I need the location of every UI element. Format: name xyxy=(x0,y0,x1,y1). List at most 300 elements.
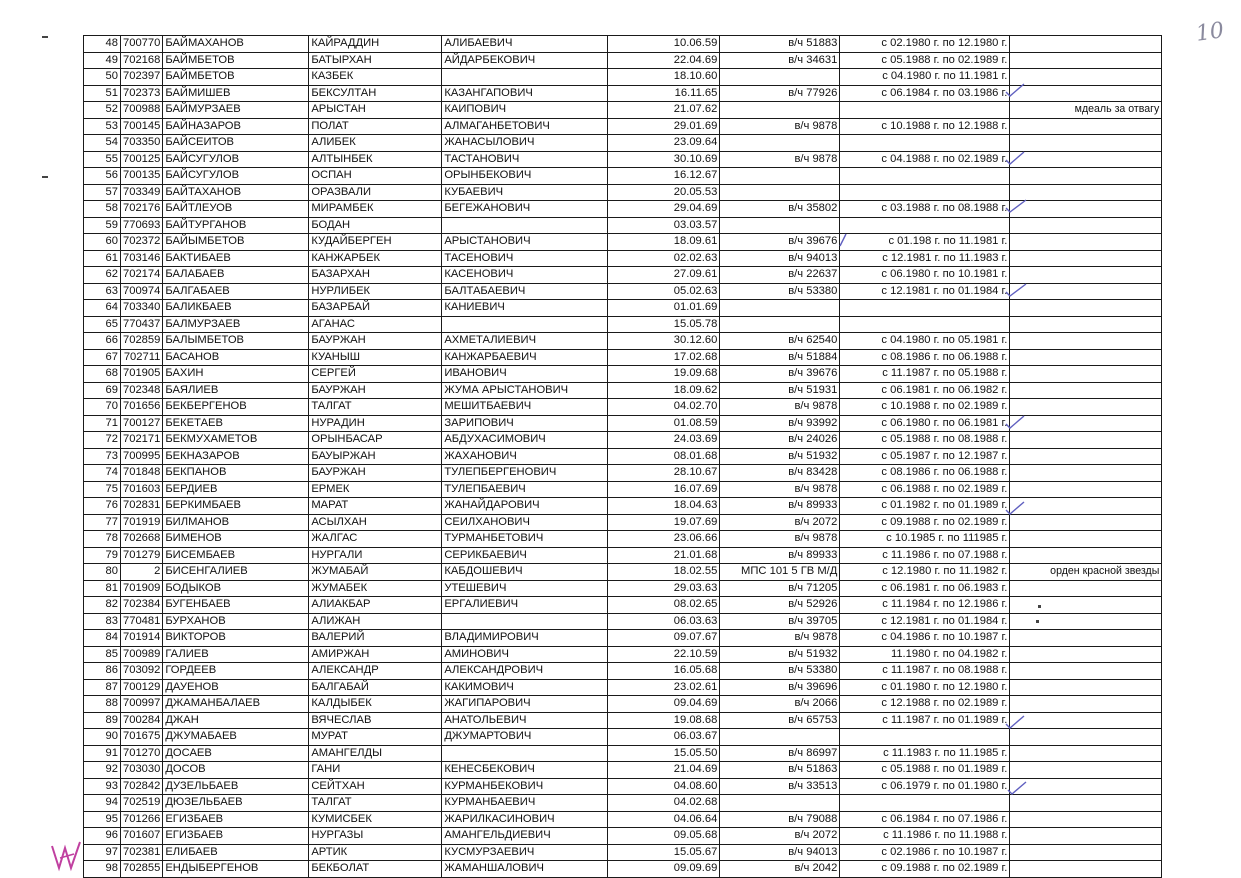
table-row xyxy=(84,646,1162,663)
patronymic-cell: АНАТОЛЬЕВИЧ xyxy=(442,712,608,729)
row-number-cell: 88 xyxy=(84,696,121,713)
patronymic-cell: АМАНГЕЛЬДИЕВИЧ xyxy=(442,828,608,845)
record-id-cell: 700129 xyxy=(121,679,163,696)
surname-cell: БАЛИКБАЕВ xyxy=(163,300,309,317)
row-number-cell: 81 xyxy=(84,580,121,597)
given-name-cell: БАУРЖАН xyxy=(309,382,442,399)
given-name-cell: БАУРЖАН xyxy=(309,465,442,482)
note-cell xyxy=(1010,712,1162,729)
surname-cell: БУГЕНБАЕВ xyxy=(163,597,309,614)
record-id-cell: 702519 xyxy=(121,795,163,812)
surname-cell: БАХИН xyxy=(163,366,309,383)
patronymic-cell: ЖАХАНОВИЧ xyxy=(442,448,608,465)
surname-cell: БУРХАНОВ xyxy=(163,613,309,630)
note-cell: орден красной звезды xyxy=(1010,564,1162,581)
note-cell xyxy=(1010,118,1162,135)
service-period-cell: с 06.1979 г. по 01.1980 г. xyxy=(840,778,1010,795)
surname-cell: БАЙТАХАНОВ xyxy=(163,184,309,201)
patronymic-cell: ЖАРИЛКАСИНОВИЧ xyxy=(442,811,608,828)
service-period-cell: с 05.1988 г. по 08.1988 г. xyxy=(840,432,1010,449)
military-unit-cell: в/ч 9878 xyxy=(720,118,840,135)
military-unit-cell: в/ч 24026 xyxy=(720,432,840,449)
row-number-cell: 71 xyxy=(84,415,121,432)
row-number-cell: 87 xyxy=(84,679,121,696)
military-unit-cell: в/ч 89933 xyxy=(720,547,840,564)
military-unit-cell xyxy=(720,102,840,119)
row-number-cell: 84 xyxy=(84,630,121,647)
given-name-cell: МИРАМБЕК xyxy=(309,201,442,218)
table-row xyxy=(84,283,1162,300)
handwritten-mark-icon xyxy=(50,838,90,874)
table-row xyxy=(84,811,1162,828)
row-number-cell: 94 xyxy=(84,795,121,812)
scan-speck xyxy=(42,36,48,38)
record-id-cell: 701270 xyxy=(121,745,163,762)
given-name-cell: МУРАТ xyxy=(309,729,442,746)
patronymic-cell: МЕШИТБАЕВИЧ xyxy=(442,399,608,416)
record-id-cell: 702348 xyxy=(121,382,163,399)
surname-cell: ДОСАЕВ xyxy=(163,745,309,762)
row-number-cell: 48 xyxy=(84,36,121,53)
note-cell xyxy=(1010,795,1162,812)
birth-date-cell: 10.06.59 xyxy=(608,36,720,53)
surname-cell: БЕКНАЗАРОВ xyxy=(163,448,309,465)
note-cell xyxy=(1010,663,1162,680)
table-row xyxy=(84,333,1162,350)
patronymic-cell: КАНИЕВИЧ xyxy=(442,300,608,317)
birth-date-cell: 18.09.61 xyxy=(608,234,720,251)
table-row xyxy=(84,201,1162,218)
birth-date-cell: 08.01.68 xyxy=(608,448,720,465)
table-row xyxy=(84,300,1162,317)
surname-cell: БАЙТЛЕУОВ xyxy=(163,201,309,218)
military-unit-cell: в/ч 51883 xyxy=(720,36,840,53)
record-id-cell: 700995 xyxy=(121,448,163,465)
note-cell xyxy=(1010,415,1162,432)
patronymic-cell xyxy=(442,745,608,762)
given-name-cell: ПОЛАТ xyxy=(309,118,442,135)
patronymic-cell: ДЖУМАРТОВИЧ xyxy=(442,729,608,746)
record-id-cell: 702171 xyxy=(121,432,163,449)
surname-cell: БАЙМУРЗАЕВ xyxy=(163,102,309,119)
patronymic-cell: БАЛТАБАЕВИЧ xyxy=(442,283,608,300)
military-unit-cell: в/ч 94013 xyxy=(720,250,840,267)
given-name-cell: АСЫЛХАН xyxy=(309,514,442,531)
note-cell xyxy=(1010,234,1162,251)
row-number-cell: 59 xyxy=(84,217,121,234)
record-id-cell: 702174 xyxy=(121,267,163,284)
row-number-cell: 56 xyxy=(84,168,121,185)
patronymic-cell xyxy=(442,613,608,630)
patronymic-cell: ТАСЕНОВИЧ xyxy=(442,250,608,267)
row-number-cell: 53 xyxy=(84,118,121,135)
military-unit-cell: в/ч 2042 xyxy=(720,861,840,878)
surname-cell: БАЯЛИЕВ xyxy=(163,382,309,399)
surname-cell: ДЖУМАБАЕВ xyxy=(163,729,309,746)
service-period-cell: с 03.1988 г. по 08.1988 г. xyxy=(840,201,1010,218)
table-row xyxy=(84,432,1162,449)
note-cell xyxy=(1010,861,1162,878)
row-number-cell: 75 xyxy=(84,481,121,498)
given-name-cell: ЖУМАБЕК xyxy=(309,580,442,597)
given-name-cell: ТАЛГАТ xyxy=(309,795,442,812)
service-period-cell xyxy=(840,102,1010,119)
patronymic-cell: ТУЛЕПБЕРГЕНОВИЧ xyxy=(442,465,608,482)
table-row xyxy=(84,861,1162,878)
note-cell xyxy=(1010,811,1162,828)
row-number-cell: 85 xyxy=(84,646,121,663)
patronymic-cell: КУРМАНБАЕВИЧ xyxy=(442,795,608,812)
table-row xyxy=(84,168,1162,185)
table-row xyxy=(84,316,1162,333)
given-name-cell: БЕКБОЛАТ xyxy=(309,861,442,878)
record-id-cell: 703146 xyxy=(121,250,163,267)
record-id-cell: 700125 xyxy=(121,151,163,168)
service-period-cell: с 04.1986 г. по 10.1987 г. xyxy=(840,630,1010,647)
surname-cell: БЕРДИЕВ xyxy=(163,481,309,498)
birth-date-cell: 29.03.63 xyxy=(608,580,720,597)
given-name-cell: БАУРЖАН xyxy=(309,333,442,350)
service-period-cell: с 06.1984 г. по 07.1986 г. xyxy=(840,811,1010,828)
military-unit-cell: в/ч 83428 xyxy=(720,465,840,482)
given-name-cell: БАЗАРБАЙ xyxy=(309,300,442,317)
service-period-cell xyxy=(840,729,1010,746)
row-number-cell: 93 xyxy=(84,778,121,795)
note-cell xyxy=(1010,135,1162,152)
birth-date-cell: 19.07.69 xyxy=(608,514,720,531)
surname-cell: ГАЛИЕВ xyxy=(163,646,309,663)
note-cell xyxy=(1010,333,1162,350)
row-number-cell: 82 xyxy=(84,597,121,614)
row-number-cell: 60 xyxy=(84,234,121,251)
patronymic-cell: БЕГЕЖАНОВИЧ xyxy=(442,201,608,218)
note-cell xyxy=(1010,778,1162,795)
record-id-cell: 703349 xyxy=(121,184,163,201)
surname-cell: БИСЕНГАЛИЕВ xyxy=(163,564,309,581)
military-unit-cell xyxy=(720,217,840,234)
military-unit-cell: в/ч 53380 xyxy=(720,283,840,300)
surname-cell: БАЙМИШЕВ xyxy=(163,85,309,102)
birth-date-cell: 20.05.53 xyxy=(608,184,720,201)
service-period-cell xyxy=(840,184,1010,201)
service-period-cell: с 06.1980 г. по 10.1981 г. xyxy=(840,267,1010,284)
row-number-cell: 54 xyxy=(84,135,121,152)
service-period-cell xyxy=(840,168,1010,185)
patronymic-cell: АБДУХАСИМОВИЧ xyxy=(442,432,608,449)
birth-date-cell: 03.03.57 xyxy=(608,217,720,234)
military-unit-cell: в/ч 94013 xyxy=(720,844,840,861)
birth-date-cell: 04.08.60 xyxy=(608,778,720,795)
service-period-cell: с 12.1981 г. по 01.1984 г. xyxy=(840,283,1010,300)
birth-date-cell: 16.11.65 xyxy=(608,85,720,102)
patronymic-cell: ЗАРИПОВИЧ xyxy=(442,415,608,432)
table-row xyxy=(84,679,1162,696)
patronymic-cell: КАНЖАРБАЕВИЧ xyxy=(442,349,608,366)
table-row xyxy=(84,778,1162,795)
surname-cell: БАЛАБАЕВ xyxy=(163,267,309,284)
service-period-cell: с 05.1987 г. по 12.1987 г. xyxy=(840,448,1010,465)
given-name-cell: БАЗАРХАН xyxy=(309,267,442,284)
surname-cell: БАЙНАЗАРОВ xyxy=(163,118,309,135)
note-cell xyxy=(1010,580,1162,597)
given-name-cell: АРЫСТАН xyxy=(309,102,442,119)
patronymic-cell xyxy=(442,316,608,333)
service-period-cell: с 10.1988 г. по 02.1989 г. xyxy=(840,399,1010,416)
note-cell xyxy=(1010,498,1162,515)
military-unit-cell: в/ч 35802 xyxy=(720,201,840,218)
service-period-cell: с 01.1980 г. по 12.1980 г. xyxy=(840,679,1010,696)
note-cell xyxy=(1010,762,1162,779)
service-period-cell: с 02.1980 г. по 12.1980 г. xyxy=(840,36,1010,53)
note-cell xyxy=(1010,432,1162,449)
service-period-cell: с 06.1984 г. по 03.1986 г. xyxy=(840,85,1010,102)
given-name-cell: ЕРМЕК xyxy=(309,481,442,498)
service-period-cell: с 10.1985 г. по 111985 г. xyxy=(840,531,1010,548)
note-cell xyxy=(1010,547,1162,564)
record-id-cell: 2 xyxy=(121,564,163,581)
given-name-cell: ВАЛЕРИЙ xyxy=(309,630,442,647)
note-cell xyxy=(1010,630,1162,647)
table-row xyxy=(84,547,1162,564)
birth-date-cell: 02.02.63 xyxy=(608,250,720,267)
patronymic-cell: КУРМАНБЕКОВИЧ xyxy=(442,778,608,795)
row-number-cell: 65 xyxy=(84,316,121,333)
record-id-cell: 702373 xyxy=(121,85,163,102)
record-id-cell: 700989 xyxy=(121,646,163,663)
military-unit-cell: в/ч 51932 xyxy=(720,646,840,663)
table-row xyxy=(84,85,1162,102)
patronymic-cell: СЕРИКБАЕВИЧ xyxy=(442,547,608,564)
patronymic-cell: ТАСТАНОВИЧ xyxy=(442,151,608,168)
surname-cell: БАЙСЕИТОВ xyxy=(163,135,309,152)
row-number-cell: 72 xyxy=(84,432,121,449)
table-row xyxy=(84,234,1162,251)
row-number-cell: 57 xyxy=(84,184,121,201)
military-unit-cell xyxy=(720,69,840,86)
row-number-cell: 92 xyxy=(84,762,121,779)
birth-date-cell: 23.06.66 xyxy=(608,531,720,548)
record-id-cell: 701279 xyxy=(121,547,163,564)
given-name-cell: АЛИЖАН xyxy=(309,613,442,630)
patronymic-cell: КАБДОШЕВИЧ xyxy=(442,564,608,581)
birth-date-cell: 19.09.68 xyxy=(608,366,720,383)
row-number-cell: 91 xyxy=(84,745,121,762)
table-row xyxy=(84,580,1162,597)
record-id-cell: 701603 xyxy=(121,481,163,498)
patronymic-cell: КАЗАНГАПОВИЧ xyxy=(442,85,608,102)
birth-date-cell: 09.07.67 xyxy=(608,630,720,647)
note-cell xyxy=(1010,217,1162,234)
patronymic-cell: КАКИМОВИЧ xyxy=(442,679,608,696)
record-id-cell: 702842 xyxy=(121,778,163,795)
military-unit-cell: в/ч 51884 xyxy=(720,349,840,366)
service-period-cell: с 10.1988 г. по 12.1988 г. xyxy=(840,118,1010,135)
note-cell xyxy=(1010,267,1162,284)
note-cell xyxy=(1010,531,1162,548)
surname-cell: БЕКБЕРГЕНОВ xyxy=(163,399,309,416)
service-period-cell: с 02.1986 г. по 10.1987 г. xyxy=(840,844,1010,861)
military-unit-cell: в/ч 71205 xyxy=(720,580,840,597)
surname-cell: БАКТИБАЕВ xyxy=(163,250,309,267)
surname-cell: БОДЫКОВ xyxy=(163,580,309,597)
service-period-cell: с 11.1984 г. по 12.1986 г. xyxy=(840,597,1010,614)
service-period-cell: с 08.1986 г. по 06.1988 г. xyxy=(840,349,1010,366)
given-name-cell: АГАНАС xyxy=(309,316,442,333)
military-unit-cell: в/ч 2072 xyxy=(720,828,840,845)
row-number-cell: 68 xyxy=(84,366,121,383)
record-id-cell: 700770 xyxy=(121,36,163,53)
record-id-cell: 701909 xyxy=(121,580,163,597)
military-unit-cell: в/ч 51932 xyxy=(720,448,840,465)
record-id-cell: 702859 xyxy=(121,333,163,350)
surname-cell: БАЙСУГУЛОВ xyxy=(163,168,309,185)
table-row xyxy=(84,745,1162,762)
military-unit-cell xyxy=(720,135,840,152)
patronymic-cell: АРЫСТАНОВИЧ xyxy=(442,234,608,251)
patronymic-cell: АЛМАГАНБЕТОВИЧ xyxy=(442,118,608,135)
military-unit-cell: в/ч 53380 xyxy=(720,663,840,680)
table-row xyxy=(84,564,1162,581)
birth-date-cell: 16.05.68 xyxy=(608,663,720,680)
military-unit-cell xyxy=(720,184,840,201)
row-number-cell: 50 xyxy=(84,69,121,86)
row-number-cell: 49 xyxy=(84,52,121,69)
scan-speck xyxy=(1036,620,1039,623)
row-number-cell: 63 xyxy=(84,283,121,300)
service-period-cell: с 06.1981 г. по 06.1983 г. xyxy=(840,580,1010,597)
surname-cell: ДОСОВ xyxy=(163,762,309,779)
row-number-cell: 55 xyxy=(84,151,121,168)
note-cell xyxy=(1010,36,1162,53)
row-number-cell: 86 xyxy=(84,663,121,680)
table-row xyxy=(84,844,1162,861)
surname-cell: ДУЗЕЛЬБАЕВ xyxy=(163,778,309,795)
military-unit-cell: в/ч 89933 xyxy=(720,498,840,515)
surname-cell: ДЖАМАНБАЛАЕВ xyxy=(163,696,309,713)
given-name-cell: БАУЫРЖАН xyxy=(309,448,442,465)
record-id-cell: 700997 xyxy=(121,696,163,713)
service-period-cell: 11.1980 г. по 04.1982 г. xyxy=(840,646,1010,663)
table-row xyxy=(84,696,1162,713)
military-unit-cell: в/ч 33513 xyxy=(720,778,840,795)
surname-cell: БИМЕНОВ xyxy=(163,531,309,548)
table-row xyxy=(84,415,1162,432)
note-cell xyxy=(1010,184,1162,201)
record-id-cell: 702384 xyxy=(121,597,163,614)
military-unit-cell: в/ч 2066 xyxy=(720,696,840,713)
birth-date-cell: 30.12.60 xyxy=(608,333,720,350)
table-row xyxy=(84,184,1162,201)
row-number-cell: 83 xyxy=(84,613,121,630)
row-number-cell: 52 xyxy=(84,102,121,119)
row-number-cell: 73 xyxy=(84,448,121,465)
patronymic-cell: ЖАГИПАРОВИЧ xyxy=(442,696,608,713)
birth-date-cell: 16.07.69 xyxy=(608,481,720,498)
service-period-cell: с 06.1988 г. по 02.1989 г. xyxy=(840,481,1010,498)
row-number-cell: 66 xyxy=(84,333,121,350)
table-row xyxy=(84,267,1162,284)
given-name-cell: ЖАЛГАС xyxy=(309,531,442,548)
patronymic-cell: ТУЛЕПБАЕВИЧ xyxy=(442,481,608,498)
surname-cell: ДЖАН xyxy=(163,712,309,729)
table-row xyxy=(84,729,1162,746)
table-row xyxy=(84,531,1162,548)
patronymic-cell: СЕИЛХАНОВИЧ xyxy=(442,514,608,531)
patronymic-cell: УТЕШЕВИЧ xyxy=(442,580,608,597)
given-name-cell: АЛИАКБАР xyxy=(309,597,442,614)
surname-cell: БИЛМАНОВ xyxy=(163,514,309,531)
given-name-cell: КАЛДЫБЕК xyxy=(309,696,442,713)
birth-date-cell: 09.09.69 xyxy=(608,861,720,878)
table-row xyxy=(84,448,1162,465)
given-name-cell: КАЗБЕК xyxy=(309,69,442,86)
service-period-cell: с 11.1987 г. по 01.1989 г. xyxy=(840,712,1010,729)
birth-date-cell: 09.04.69 xyxy=(608,696,720,713)
given-name-cell: БАТЫРХАН xyxy=(309,52,442,69)
military-unit-cell: в/ч 39696 xyxy=(720,679,840,696)
patronymic-cell: АХМЕТАЛИЕВИЧ xyxy=(442,333,608,350)
register-rows xyxy=(84,36,1162,878)
table-row xyxy=(84,118,1162,135)
note-cell xyxy=(1010,828,1162,845)
table-row xyxy=(84,52,1162,69)
surname-cell: БЕКМУХАМЕТОВ xyxy=(163,432,309,449)
military-unit-cell: в/ч 86997 xyxy=(720,745,840,762)
military-unit-cell: МПС 101 5 ГВ М/Д xyxy=(720,564,840,581)
note-cell xyxy=(1010,844,1162,861)
surname-cell: БЕРКИМБАЕВ xyxy=(163,498,309,515)
military-unit-cell: в/ч 9878 xyxy=(720,630,840,647)
row-number-cell: 58 xyxy=(84,201,121,218)
given-name-cell: АЛИБЕК xyxy=(309,135,442,152)
record-id-cell: 702168 xyxy=(121,52,163,69)
given-name-cell: БЕКСУЛТАН xyxy=(309,85,442,102)
military-unit-cell: в/ч 51863 xyxy=(720,762,840,779)
military-unit-cell xyxy=(720,168,840,185)
surname-cell: БЕКЕТАЕВ xyxy=(163,415,309,432)
military-unit-cell: в/ч 9878 xyxy=(720,481,840,498)
record-id-cell: 701919 xyxy=(121,514,163,531)
service-period-cell: с 04.1988 г. по 02.1989 г. xyxy=(840,151,1010,168)
given-name-cell: ОСПАН xyxy=(309,168,442,185)
birth-date-cell: 06.03.63 xyxy=(608,613,720,630)
military-unit-cell: в/ч 77926 xyxy=(720,85,840,102)
patronymic-cell: ОРЫНБЕКОВИЧ xyxy=(442,168,608,185)
note-cell xyxy=(1010,201,1162,218)
surname-cell: ЕЛИБАЕВ xyxy=(163,844,309,861)
patronymic-cell: АЛИБАЕВИЧ xyxy=(442,36,608,53)
patronymic-cell: КУСМУРЗАЕВИЧ xyxy=(442,844,608,861)
military-unit-cell: в/ч 39676 xyxy=(720,366,840,383)
record-id-cell: 703092 xyxy=(121,663,163,680)
given-name-cell: АЛТЫНБЕК xyxy=(309,151,442,168)
note-cell xyxy=(1010,300,1162,317)
note-cell xyxy=(1010,366,1162,383)
table-row xyxy=(84,828,1162,845)
given-name-cell: ОРАЗВАЛИ xyxy=(309,184,442,201)
row-number-cell: 77 xyxy=(84,514,121,531)
given-name-cell: ЖУМАБАЙ xyxy=(309,564,442,581)
table-row xyxy=(84,630,1162,647)
row-number-cell: 70 xyxy=(84,399,121,416)
birth-date-cell: 15.05.78 xyxy=(608,316,720,333)
record-id-cell: 702711 xyxy=(121,349,163,366)
service-period-cell: с 04.1980 г. по 11.1981 г. xyxy=(840,69,1010,86)
table-row xyxy=(84,613,1162,630)
service-period-cell xyxy=(840,300,1010,317)
service-period-cell: с 04.1980 г. по 05.1981 г. xyxy=(840,333,1010,350)
surname-cell: ГОРДЕЕВ xyxy=(163,663,309,680)
